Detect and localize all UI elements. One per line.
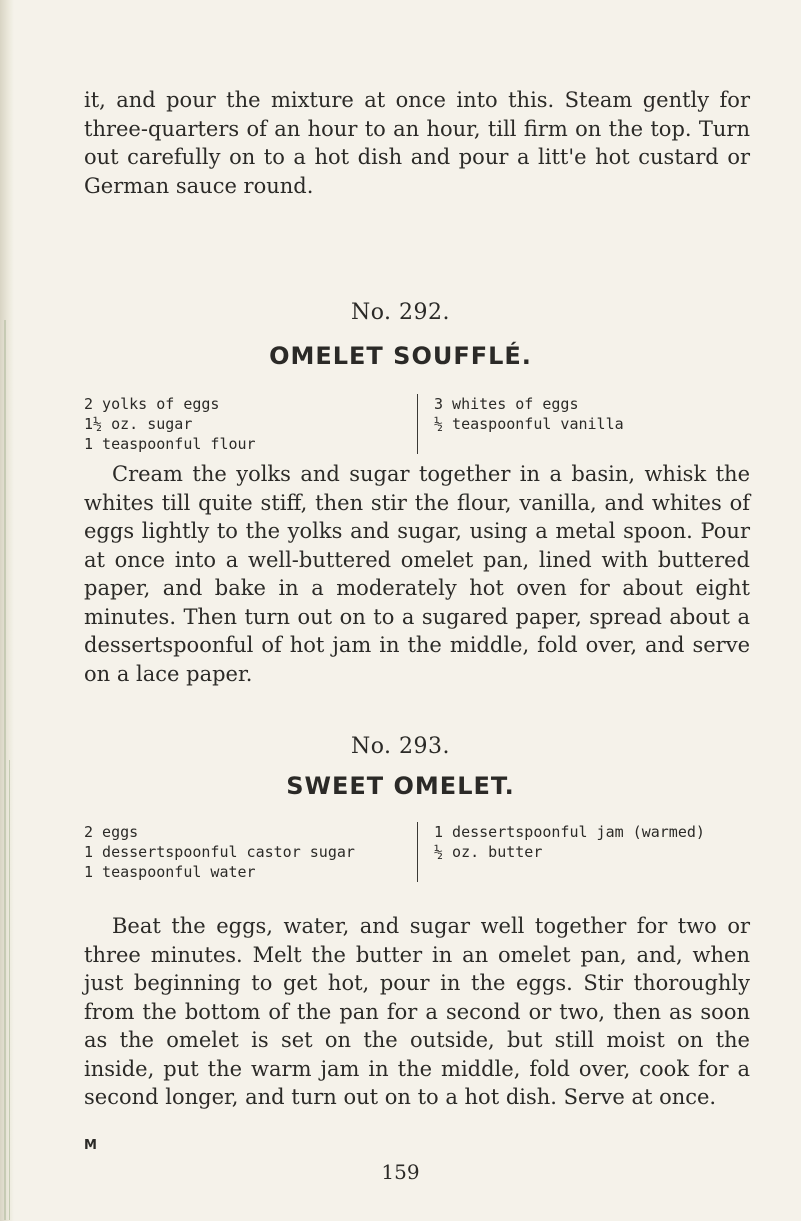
ingredients-right-column bbox=[417, 822, 750, 882]
ingredients-list bbox=[84, 822, 750, 882]
ingredients-left-column bbox=[84, 822, 417, 882]
ingredient-item: 1 dessertspoonful jam (warmed) bbox=[434, 823, 705, 841]
recipe-method: Beat the eggs, water, and sugar well together for two or three minutes. Melt the butter in an omelet pan, and, when just beginning to get hot, pour in the eggs. Stir thoroughly from the bottom of the pan for a second or two, then as soon as the omelet is set on the outside, but still moist on the inside, put the warm jam in the middle, fold over, cook for a second longer, and turn out on to a hot dish. Serve at once. bbox=[84, 914, 750, 1109]
ingredients-right-column bbox=[417, 394, 750, 454]
ingredients-list bbox=[84, 394, 750, 454]
page-number: 159 bbox=[381, 1160, 420, 1184]
recipe-title: SWEET OMELET. bbox=[286, 772, 515, 800]
recipe-title: OMELET SOUFFLÉ. bbox=[269, 342, 532, 370]
ingredient-item: 2 eggs bbox=[84, 823, 139, 841]
gutter-stain-secondary bbox=[9, 760, 10, 1220]
ingredient-item: ½ teaspoonful vanilla bbox=[434, 415, 624, 433]
page-gutter bbox=[0, 0, 14, 1221]
ingredient-item: 3 whites of eggs bbox=[434, 395, 579, 413]
signature-mark: M bbox=[84, 1138, 97, 1153]
recipe-number: No. 292. bbox=[350, 300, 451, 325]
recipe-method: Cream the yolks and sugar together in a basin, whisk the whites till quite stiff, then stir the flour, vanilla, and whites of eggs lightly to the yolks and sugar, using a metal spoon. Pour at once into a well-buttered omelet pan, lined with buttered paper, and bake in a moderately hot oven for about eight minutes. Then turn out on to a sugared paper, spread about a dessertspoonful of hot jam in the middle, fold over, and serve on a lace paper. bbox=[84, 462, 750, 686]
ingredient-item: 1½ oz. sugar bbox=[84, 415, 193, 433]
ingredient-item: 2 yolks of eggs bbox=[84, 395, 220, 413]
intro-paragraph: it, and pour the mixture at once into this. Steam gently for three-quarters of an hour to an hour, till firm on the top. Turn out carefully on to a hot dish and pour a litt'e hot custard or German sauce round. bbox=[84, 88, 750, 198]
recipe-number: No. 293. bbox=[350, 734, 451, 759]
ingredient-item: 1 dessertspoonful castor sugar bbox=[84, 843, 355, 861]
gutter-stain bbox=[4, 320, 6, 1220]
ingredient-item: ½ oz. butter bbox=[434, 843, 543, 861]
ingredient-item: 1 teaspoonful flour bbox=[84, 435, 256, 453]
ingredients-left-column bbox=[84, 394, 417, 454]
ingredient-item: 1 teaspoonful water bbox=[84, 863, 256, 881]
